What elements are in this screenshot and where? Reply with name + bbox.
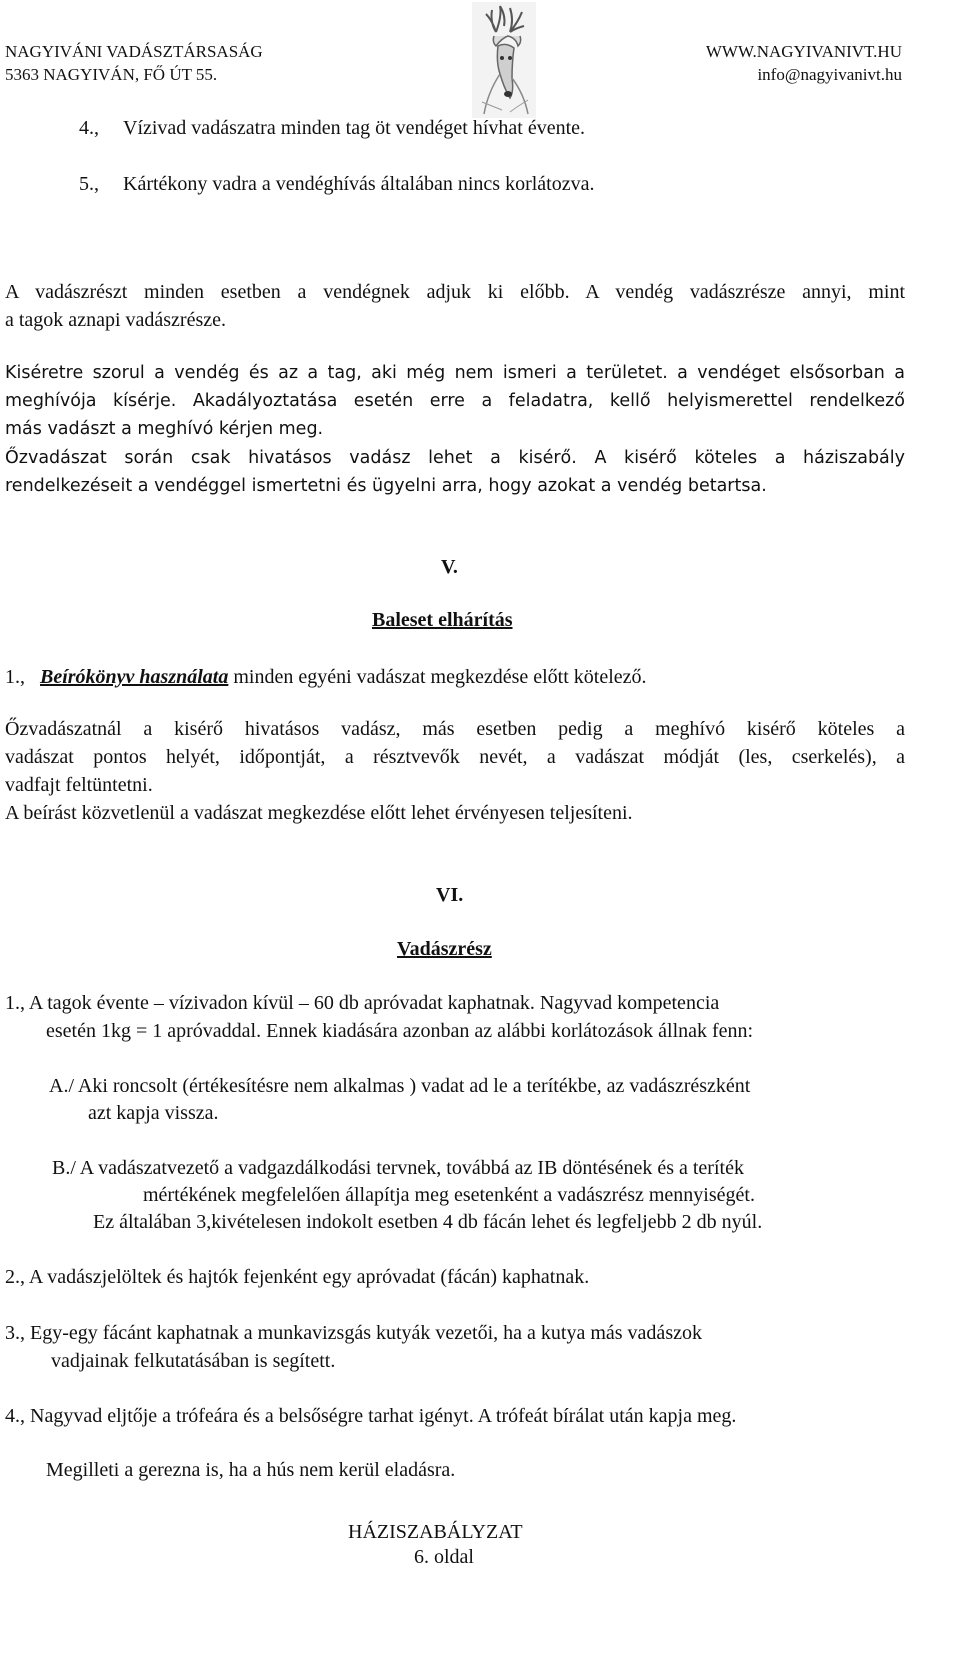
website-link[interactable]: WWW.NAGYIVANIVT.HU: [705, 42, 902, 61]
list-item-text: 3., Egy-egy fácánt kaphatnak a munkavizsgás kutyák vezetői, ha a kutya más vadászok: [5, 1322, 702, 1344]
list-item-text: vadjainak felkutatásában is segített.: [51, 1350, 336, 1372]
list-item-text: 2., A vadászjelöltek és hajtók fejenként egy apróvadat (fácán) kaphatnak.: [5, 1266, 590, 1288]
email-link[interactable]: info@nagyivanivt.hu: [757, 65, 902, 84]
list-number: 5.,: [79, 173, 99, 195]
paragraph-line: Őzvadászat során csak hivatásos vadász lehet a kisérő. A kisérő köteles a háziszabály: [5, 448, 905, 468]
section-numeral: VI.: [436, 884, 464, 906]
list-item-text: azt kapja vissza.: [88, 1102, 219, 1124]
list-item-text: esetén 1kg = 1 apróvaddal. Ennek kiadására azonban az alábbi korlátozások állnak fenn:: [46, 1020, 754, 1042]
roe-deer-logo: [472, 2, 536, 118]
list-item-text: Vízivad vadászatra minden tag öt vendéget hívhat évente.: [123, 117, 586, 139]
list-number: 4.,: [79, 117, 99, 139]
list-item-text: Megilleti a gerezna is, ha a hús nem kerül eladásra.: [46, 1459, 456, 1481]
paragraph-line: más vadászt a meghívó kérjen meg.: [5, 419, 324, 439]
footer-title: HÁZISZABÁLYZAT: [348, 1521, 523, 1543]
section-title: Baleset elhárítás: [372, 609, 513, 631]
list-item-text: 1., A tagok évente – vízivadon kívül – 60 db apróvadat kaphatnak. Nagyvad kompetencia: [5, 992, 720, 1014]
paragraph-line: Kiséretre szorul a vendég és az a tag, aki még nem ismeri a területet. a vendéget elsősorban a: [5, 363, 905, 383]
emphasis-text: Beírókönyv használata: [40, 666, 229, 688]
list-item-text: Ez általában 3,kivételesen indokolt esetben 4 db fácán lehet és legfeljebb 2 db nyúl.: [93, 1211, 763, 1233]
paragraph-line: A beírást közvetlenül a vadászat megkezdése előtt lehet érvényesen teljesíteni.: [5, 802, 633, 824]
org-address: 5363 NAGYIVÁN, FŐ ÚT 55.: [5, 65, 218, 84]
paragraph-line: A vadászrészt minden esetben a vendégnek adjuk ki előbb. A vendég vadászrésze annyi, mint: [5, 281, 905, 303]
paragraph-line: Őzvadászatnál a kisérő hivatásos vadász, más esetben pedig a meghívó kisérő köteles a: [5, 718, 905, 740]
section-title: Vadászrész: [397, 938, 492, 960]
page-number: 6. oldal: [414, 1546, 474, 1568]
list-item-rest: minden egyéni vadászat megkezdése előtt kötelező.: [228, 666, 647, 688]
list-number: 1.,: [5, 666, 25, 688]
paragraph-line: a tagok aznapi vadászrésze.: [5, 309, 226, 331]
paragraph-line: vadászat pontos helyét, időpontját, a résztvevők nevét, a vadászat módját (les, cserkelés), a: [5, 746, 905, 768]
list-item-text: [40, 665, 647, 689]
list-item-text: B./ A vadászatvezető a vadgazdálkodási tervnek, továbbá az IB döntésének és a teríték: [52, 1157, 744, 1179]
list-item-text: Kártékony vadra a vendéghívás általában nincs korlátozva.: [123, 173, 595, 195]
section-numeral: V.: [441, 556, 458, 578]
paragraph-line: vadfajt feltüntetni.: [5, 774, 153, 796]
list-item-text: A./ Aki roncsolt (értékesítésre nem alkalmas ) vadat ad le a terítékbe, az vadászrészként: [49, 1075, 751, 1097]
paragraph-line: rendelkezéseit a vendéggel ismertetni és ügyelni arra, hogy azokat a vendég betartsa.: [5, 476, 767, 496]
list-item-text: 4., Nagyvad eljtője a trófeára és a belsőségre tarhat igényt. A trófeát bírálat után kapja meg.: [5, 1405, 737, 1427]
org-name: NAGYIVÁNI VADÁSZTÁRSASÁG: [5, 42, 263, 61]
list-item-text: mértékének megfelelően állapítja meg esetenként a vadászrész mennyiségét.: [143, 1184, 755, 1206]
paragraph-line: meghívója kísérje. Akadályoztatása esetén erre a feladatra, kellő helyismerettel rendelkező: [5, 391, 905, 411]
